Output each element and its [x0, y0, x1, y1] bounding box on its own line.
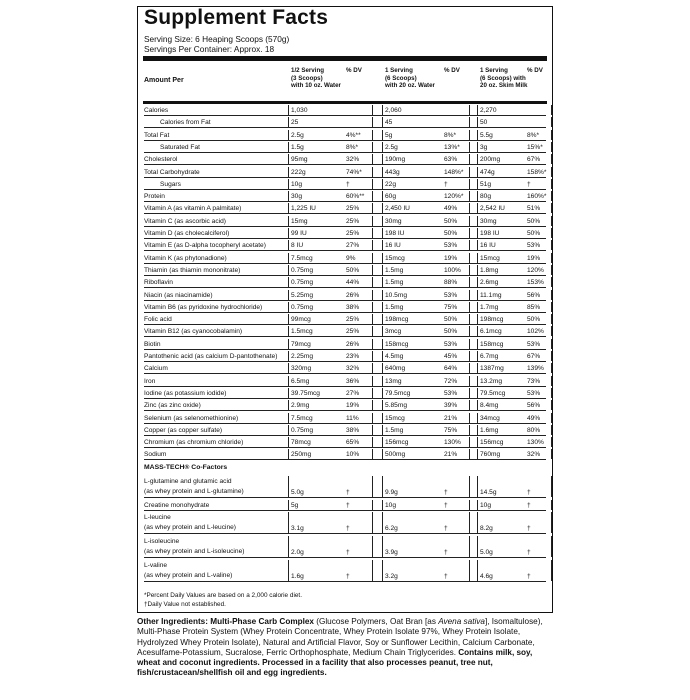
rows-row [144, 265, 546, 276]
serving-size: Serving Size: 6 Heaping Scoops (570g) [144, 34, 290, 44]
amount-c1: 222g [291, 168, 306, 176]
amount-c2: 156mcg [385, 439, 409, 447]
value-cell-box [382, 117, 470, 127]
amount-c2: 13mg [385, 377, 402, 385]
amount-c3: 16 IU [480, 242, 496, 250]
amount-c3: 1387mg [480, 365, 504, 373]
dv-d3: 50% [527, 230, 541, 237]
col2-dv-header: % DV [444, 67, 460, 74]
amount-c2: 5.85mg [385, 402, 407, 410]
rows-row [144, 326, 546, 337]
amount-c3: 2,270 [480, 107, 497, 114]
amount-c1: 15mg [291, 217, 308, 225]
nutrient-name: Total Fat [144, 131, 170, 139]
dv-d1: 9% [346, 254, 356, 262]
masstech_rows-row [144, 500, 546, 511]
dv-d1: 26% [346, 340, 360, 348]
amount-c1: 0.75mg [291, 303, 313, 311]
amount-c3: 14.5g [480, 488, 497, 496]
dv-d3: † [527, 180, 531, 188]
amount-c3: 1.6mg [480, 426, 499, 434]
dv-d1: 4%** [346, 131, 361, 139]
dv-d2: † [444, 501, 448, 509]
amount-c3: 15mcg [480, 254, 500, 262]
dv-d3: 51% [527, 205, 541, 213]
nutrient-name: L-glutamine and glutamic acid [144, 477, 232, 485]
amount-c2: 22g [385, 180, 397, 188]
rows-row [144, 240, 546, 251]
nutrient-name: Sugars [160, 180, 181, 188]
amount-c2: 2,060 [385, 107, 402, 114]
dv-d2: 8%* [444, 131, 457, 139]
dv-d2: 50% [444, 230, 458, 237]
dv-d3: 56% [527, 291, 541, 299]
dv-d2: 53% [444, 291, 458, 299]
amount-c3: 11.1mg [480, 291, 502, 299]
amount-c1: 2.0g [291, 548, 304, 556]
rows-row [144, 376, 546, 387]
amount-c2: 30mg [385, 217, 402, 225]
amount-c3: 3g [480, 143, 488, 151]
dv-d2: 53% [444, 242, 458, 250]
dv-d2: 148%* [444, 168, 464, 176]
dv-d1: † [346, 488, 350, 496]
nutrient-name: Creatine monohydrate [144, 501, 210, 509]
value-cell-box [477, 117, 552, 127]
masstech_rows-row [144, 536, 546, 558]
col3-dv-header: % DV [527, 67, 543, 74]
amount-c3: 30mg [480, 217, 497, 225]
amount-c1: 1,225 IU [291, 205, 316, 213]
rows-row [144, 400, 546, 411]
amount-c3: 198mcg [480, 316, 504, 324]
rows-row [144, 388, 546, 399]
servings-per-container: Servings Per Container: Approx. 18 [144, 44, 275, 54]
rows-row [144, 363, 546, 374]
amount-c1: 79mcg [291, 340, 311, 348]
value-cell-box [288, 500, 373, 510]
rows-row [144, 105, 546, 116]
amount-c1: 39.75mcg [291, 389, 320, 397]
rows-row [144, 142, 546, 153]
nutrient-name: Biotin [144, 340, 161, 348]
amount-c2: 5g [385, 131, 393, 139]
dv-d2: 21% [444, 451, 458, 459]
amount-c1: 10g [291, 180, 303, 188]
amount-c1: 99 IU [291, 230, 307, 237]
dv-d1: 27% [346, 389, 360, 397]
ingredients-latin-name: Avena sativa [438, 617, 485, 626]
dv-d2: 21% [444, 414, 458, 422]
ingredients-text-a: (Glucose Polymers, Oat Bran [as [313, 617, 439, 626]
nutrient-name: Vitamin E (as D-alpha tocopheryl acetate) [144, 242, 266, 250]
amount-c3: 5.5g [480, 131, 493, 139]
dv-d3: 102% [527, 328, 544, 336]
dv-d2: 19% [444, 254, 458, 262]
amount-c2: 10.5mg [385, 291, 407, 299]
amount-c3: 474g [480, 168, 495, 176]
dv-d3: 53% [527, 389, 541, 397]
amount-c3: 158mcg [480, 340, 504, 348]
dv-d1: 32% [346, 365, 360, 373]
dv-d3: 67% [527, 156, 541, 164]
dv-d3: 19% [527, 254, 541, 262]
amount-c3: 1.8mg [480, 266, 499, 274]
rows-row [144, 191, 546, 202]
nutrient-name: Vitamin A (as vitamin A palmitate) [144, 205, 242, 213]
amount-c3: 50 [480, 119, 488, 127]
dv-d3: † [527, 488, 531, 496]
masstech_rows-row [144, 476, 546, 498]
rows-row [144, 437, 546, 448]
rows-row [144, 216, 546, 227]
amount-c2: 3.9g [385, 548, 398, 556]
panel-title: Supplement Facts [144, 6, 329, 29]
nutrient-name: Pantothenic acid (as calcium D-pantothenate) [144, 353, 278, 360]
nutrient-name: Total Carbohydrate [144, 168, 200, 176]
footnote-dv: *Percent Daily Values are based on a 2,000 calorie diet. [144, 591, 302, 599]
amount-c2: 79.5mcg [385, 389, 411, 397]
dv-d1: 32% [346, 156, 360, 164]
dv-d2: 75% [444, 303, 458, 311]
dv-d3: 50% [527, 217, 541, 225]
nutrient-name: Copper (as copper sulfate) [144, 426, 223, 434]
dv-d3: 160%* [527, 193, 547, 201]
rows-row [144, 314, 546, 325]
dv-d3: 53% [527, 340, 541, 348]
amount-c3: 200mg [480, 156, 501, 164]
value-cell-box [288, 117, 373, 127]
dv-d2: † [444, 524, 448, 532]
dv-d2: † [444, 180, 448, 188]
nutrient-name: Folic acid [144, 316, 172, 324]
dv-d2: † [444, 548, 448, 556]
nutrient-name: Riboflavin [144, 279, 173, 287]
col3-header: 1 Serving (6 Scoops) with 20 oz. Skim Milk [480, 67, 528, 90]
value-cell-box [382, 130, 470, 140]
nutrient-name: Thiamin (as thiamin mononitrate) [144, 266, 241, 274]
amount-c1: 7.5mcg [291, 254, 313, 262]
amount-c2: 198 IU [385, 230, 405, 237]
amount-c3: 34mcg [480, 414, 500, 422]
dv-d1: 27% [346, 242, 360, 250]
nutrient-source: (as whey protein and L-glutamine) [144, 487, 244, 495]
header-divider [143, 101, 547, 104]
dv-d3: 158%* [527, 168, 547, 176]
dv-d3: 67% [527, 353, 541, 360]
dv-d3: 85% [527, 303, 541, 311]
dv-d1: 25% [346, 316, 360, 324]
dv-d3: † [527, 501, 531, 509]
nutrient-name: Sodium [144, 451, 167, 459]
dv-d3: 56% [527, 402, 541, 410]
nutrient-name: Niacin (as niacinamide) [144, 291, 213, 299]
dv-d2: 50% [444, 217, 458, 225]
ingredients-label: Other Ingredients: [137, 617, 208, 626]
col1-dv-header: % DV [346, 67, 362, 74]
dv-d1: 10% [346, 451, 360, 459]
dv-d1: 11% [346, 414, 359, 422]
nutrient-source: (as whey protein and L-isoleucine) [144, 547, 245, 555]
amount-c2: 60g [385, 193, 397, 201]
dv-d1: 38% [346, 426, 360, 434]
amount-c1: 6.5mg [291, 377, 310, 385]
dv-d3: † [527, 548, 531, 556]
amount-c3: 2.6mg [480, 279, 499, 287]
rows-row [144, 228, 546, 239]
amount-c3: 6.1mcg [480, 328, 502, 336]
dv-d2: 50% [444, 316, 458, 324]
amount-c3: 8.4mg [480, 402, 499, 410]
dv-d1: 25% [346, 217, 360, 225]
rows-row [144, 339, 546, 350]
amount-c2: 1.5mg [385, 426, 404, 434]
rows-row [144, 277, 546, 288]
amount-c2: 16 IU [385, 242, 401, 250]
amount-c1: 2.25mg [291, 353, 313, 360]
amount-c1: 30g [291, 193, 303, 201]
amount-c1: 5.0g [291, 488, 304, 496]
amount-c1: 1.5g [291, 143, 304, 151]
nutrient-name: Vitamin K (as phytonadione) [144, 254, 227, 262]
rows-row [144, 425, 546, 436]
amount-c2: 190mg [385, 156, 406, 164]
rows-row [144, 154, 546, 165]
amount-c1: 3.1g [291, 524, 304, 532]
dv-d1: † [346, 501, 350, 509]
amount-c1: 78mcg [291, 439, 311, 447]
dv-d2: † [444, 488, 448, 496]
dv-d1: 60%** [346, 193, 365, 201]
dv-d3: † [527, 572, 531, 580]
nutrient-name: Vitamin D (as cholecalciferol) [144, 230, 230, 237]
amount-c3: 156mcg [480, 439, 504, 447]
dv-d2: 130% [444, 439, 461, 447]
rows-row [144, 130, 546, 141]
nutrient-name: Saturated Fat [160, 143, 200, 151]
amount-c1: 99mcg [291, 316, 311, 324]
dv-d3: 73% [527, 377, 541, 385]
masstech-header: MASS-TECH® Co-Factors [144, 463, 228, 471]
rows-row [144, 290, 546, 301]
amount-c1: 320mg [291, 365, 312, 373]
amount-c2: 2.5g [385, 143, 398, 151]
dv-d3: 153% [527, 279, 544, 287]
dv-d1: † [346, 524, 350, 532]
amount-c1: 1.6g [291, 572, 304, 580]
dv-d2: † [444, 572, 448, 580]
nutrient-name: L-isoleucine [144, 537, 180, 545]
dv-d3: 8%* [527, 131, 540, 139]
nutrient-name: Iron [144, 377, 156, 385]
dv-d1: 26% [346, 291, 360, 299]
amount-c3: 198 IU [480, 230, 500, 237]
amount-c2: 2,450 IU [385, 205, 410, 213]
amount-c2: 198mcg [385, 316, 409, 324]
rows-row [144, 413, 546, 424]
amount-per-label: Amount Per [144, 77, 184, 84]
rows-row [144, 302, 546, 313]
dv-d2: 120%* [444, 193, 464, 201]
allergen-statement: Contains milk, soy, wheat and coconut ingredients. Processed in a facility that also processes peanut, tree nut, fish/crustacean/shellfish oil and egg ingredients. [137, 647, 533, 678]
amount-c3: 1.7mg [480, 303, 499, 311]
col1-header: 1/2 Serving (3 Scoops) with 10 oz. Water [291, 67, 341, 90]
dv-d2: 13%* [444, 143, 460, 151]
amount-c1: 8 IU [291, 242, 304, 250]
amount-c2: 3.2g [385, 572, 398, 580]
amount-c2: 45 [385, 119, 393, 127]
rows-row [144, 167, 546, 178]
amount-c1: 25 [291, 119, 299, 127]
dv-d2: 88% [444, 279, 458, 287]
amount-c3: 760mg [480, 451, 501, 459]
amount-c1: 0.75mg [291, 279, 313, 287]
amount-c2: 10g [385, 501, 397, 509]
amount-c2: 9.9g [385, 488, 398, 496]
amount-c2: 640mg [385, 365, 406, 373]
dv-d3: 15%* [527, 143, 543, 151]
nutrient-name: Vitamin B6 (as pyridoxine hydrochloride) [144, 303, 263, 311]
amount-c2: 15mcg [385, 414, 405, 422]
ingredients-text-b: ], Isomaltulose), Multi-Phase Protein System (Whey Protein Concentrate, Whey Protein Isolate 97%, Whey Protein Isolate, Hydrolyzed Whey Protein Isolate), Natural and Artificial Flavor, Soy or Sunflower Lecithin, Calcium Carbonate, Acesulfame-Potassium, Sucralose, Ferric Orthophosphate, Medium Chain Triglycerides. [137, 617, 543, 657]
dv-d1: 8%* [346, 143, 359, 151]
dv-d1: 25% [346, 205, 360, 213]
rows-row [144, 449, 546, 460]
amount-c3: 4.6g [480, 572, 493, 580]
amount-c3: 13.2mg [480, 377, 502, 385]
amount-c1: 5g [291, 501, 299, 509]
footnote-dagger: †Daily Value not established. [144, 600, 226, 608]
amount-c3: 2,542 IU [480, 205, 505, 213]
nutrient-name: L-valine [144, 561, 168, 569]
amount-c1: 0.75mg [291, 266, 313, 274]
nutrient-source: (as whey protein and L-leucine) [144, 523, 236, 531]
amount-c3: 8.2g [480, 524, 493, 532]
amount-c3: 6.7mg [480, 353, 499, 360]
amount-c1: 95mg [291, 156, 308, 164]
dv-d2: 49% [444, 205, 458, 213]
amount-c2: 3mcg [385, 328, 402, 336]
dv-d1: 36% [346, 377, 360, 385]
amount-c2: 1.5mg [385, 303, 404, 311]
nutrient-name: Selenium (as selenomethionine) [144, 414, 239, 422]
amount-c2: 158mcg [385, 340, 409, 348]
masstech_rows-row [144, 512, 546, 534]
rows-row [144, 117, 546, 128]
amount-c3: 10g [480, 501, 492, 509]
nutrient-name: Calcium [144, 365, 168, 373]
dv-d1: 50% [346, 266, 360, 274]
nutrient-name: Protein [144, 193, 165, 201]
dv-d3: 80% [527, 426, 541, 434]
dv-d2: 53% [444, 389, 458, 397]
nutrient-name: Chromium (as chromium chloride) [144, 439, 244, 447]
dv-d1: 65% [346, 439, 360, 447]
amount-c2: 4.5mg [385, 353, 404, 360]
dv-d2: 100% [444, 266, 461, 274]
nutrient-name: Vitamin C (as ascorbic acid) [144, 217, 226, 225]
dv-d3: 32% [527, 451, 541, 459]
dv-d1: 23% [346, 353, 360, 360]
dv-d2: 64% [444, 365, 458, 373]
dv-d3: 120% [527, 266, 544, 274]
nutrient-name: L-leucine [144, 513, 171, 521]
dv-d1: 38% [346, 303, 360, 311]
other-ingredients [137, 617, 553, 679]
supplement-facts-panel [137, 6, 553, 613]
amount-c1: 250mg [291, 451, 312, 459]
column-header-row [138, 65, 552, 99]
amount-c1: 1,030 [291, 107, 308, 114]
amount-c1: 0.75mg [291, 426, 313, 434]
amount-c3: 80g [480, 193, 492, 201]
nutrient-name: Cholesterol [144, 156, 178, 164]
rows-row [144, 253, 546, 264]
amount-c1: 7.5mcg [291, 414, 313, 422]
nutrient-name: Iodine (as potassium iodide) [144, 389, 227, 397]
dv-d2: 72% [444, 377, 458, 385]
dv-d2: 75% [444, 426, 458, 434]
col2-header: 1 Serving (6 Scoops) with 20 oz. Water [385, 67, 435, 90]
amount-c1: 2.5g [291, 131, 304, 139]
dv-d1: † [346, 180, 350, 188]
amount-c1: 2.9mg [291, 402, 310, 410]
dv-d2: 63% [444, 156, 458, 164]
amount-c2: 1.5mg [385, 279, 404, 287]
thick-divider [143, 56, 547, 61]
amount-c3: 5.0g [480, 548, 493, 556]
rows-row [144, 179, 546, 190]
nutrient-name: Vitamin B12 (as cyanocobalamin) [144, 328, 243, 336]
amount-c3: 51g [480, 180, 492, 188]
nutrient-name: Calories from Fat [160, 119, 211, 127]
dv-d3: 53% [527, 242, 541, 250]
masstech_rows-row [144, 560, 546, 582]
dv-d2: 39% [444, 402, 458, 410]
dv-d2: 50% [444, 328, 458, 336]
dv-d1: 74%* [346, 168, 362, 176]
dv-d1: 25% [346, 230, 360, 237]
dv-d3: 49% [527, 414, 541, 422]
dv-d1: 25% [346, 328, 360, 336]
rows-row [144, 203, 546, 214]
amount-c2: 15mcg [385, 254, 405, 262]
dv-d3: 139% [527, 365, 544, 373]
nutrient-name: Calories [144, 107, 169, 114]
amount-c3: 79.5mcg [480, 389, 506, 397]
amount-c2: 443g [385, 168, 400, 176]
dv-d1: 19% [346, 402, 360, 410]
dv-d1: † [346, 572, 350, 580]
dv-d2: 45% [444, 353, 458, 360]
carb-complex-name: Multi-Phase Carb Complex [210, 617, 314, 626]
nutrient-source: (as whey protein and L-valine) [144, 571, 233, 579]
rows-row [144, 351, 546, 362]
amount-c2: 1.5mg [385, 266, 404, 274]
nutrient-name: Zinc (as zinc oxide) [144, 402, 201, 410]
dv-d1: 44% [346, 279, 360, 287]
dv-d3: 130% [527, 439, 544, 447]
amount-c1: 5.25mg [291, 291, 313, 299]
dv-d2: 53% [444, 340, 458, 348]
amount-c2: 500mg [385, 451, 406, 459]
dv-d3: † [527, 524, 531, 532]
amount-c2: 6.2g [385, 524, 398, 532]
dv-d3: 50% [527, 316, 541, 324]
amount-c1: 1.5mcg [291, 328, 313, 336]
dv-d1: † [346, 548, 350, 556]
